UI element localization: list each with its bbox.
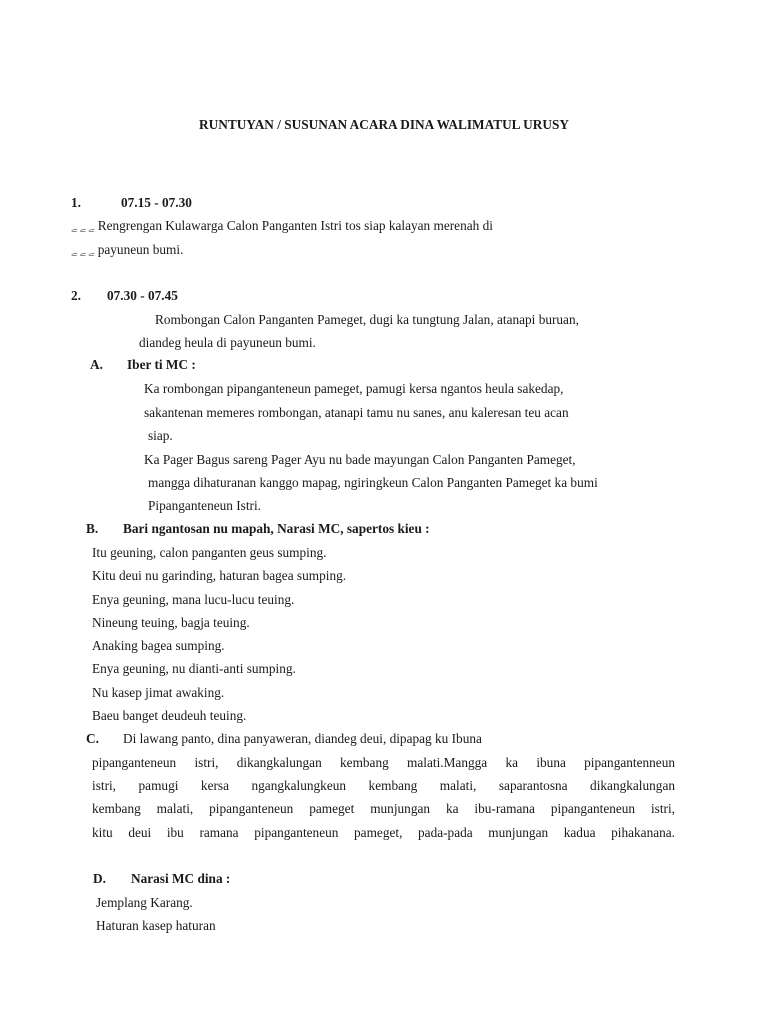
item-a-heading: Iber ti MC :	[127, 357, 196, 372]
item-b-line: Enya geuning, mana lucu-lucu teuing.	[92, 592, 295, 607]
section-1-text-2: payuneun bumi.	[97, 242, 184, 257]
item-b-line: Nineung teuing, bagja teuing.	[92, 615, 250, 630]
item-b-line: Enya geuning, nu dianti-anti sumping.	[92, 661, 296, 676]
item-c-line: kembang malati, pipanganteneun pameget munjungan ka ibu-ramana pipanganteneun istri,	[92, 801, 675, 816]
item-c-letter: C.	[86, 731, 99, 746]
item-b-heading: Bari ngantosan nu mapah, Narasi MC, sapertos kieu :	[123, 521, 430, 536]
bullet-glyph: ﮯ ﮯ ﮯ	[71, 222, 95, 232]
item-d-heading: Narasi MC dina :	[131, 871, 231, 886]
section-2-intro-line-1: Rombongan Calon Panganten Pameget, dugi ka tungtung Jalan, atanapi buruan,	[155, 312, 579, 327]
item-d-line: Jemplang Karang.	[96, 895, 193, 910]
item-b-line: Kitu deui nu garinding, haturan bagea sumping.	[92, 568, 347, 583]
section-2-number: 2.	[71, 288, 81, 303]
item-b-line: Baeu banget deudeuh teuing.	[92, 708, 247, 723]
bullet-glyph: ﮯ ﮯ ﮯ	[71, 246, 95, 256]
item-d-letter: D.	[93, 871, 106, 886]
item-c-line: kitu deui ibu ramana pipanganteneun pameget, pada-pada munjungan kadua pihakanana.	[92, 825, 675, 840]
item-a-letter: A.	[90, 357, 103, 372]
item-a-line: Pipanganteneun Istri.	[148, 498, 261, 513]
item-a-line: Ka rombongan pipanganteneun pameget, pamugi kersa ngantos heula sakedap,	[144, 381, 564, 396]
section-1-line-2	[71, 242, 183, 259]
item-c-first-line: Di lawang panto, dina panyaweran, diandeg deui, dipapag ku Ibuna	[123, 731, 482, 746]
item-b-line: Anaking bagea sumping.	[92, 638, 225, 653]
item-c-line: istri, pamugi kersa ngangkalungkeun kembang malati, saparantosna dikangkalungan	[92, 778, 675, 793]
item-d-line: Haturan kasep haturan	[96, 918, 216, 933]
item-b-line: Itu geuning, calon panganten geus sumping.	[92, 545, 327, 560]
item-a-line: mangga dihaturanan kanggo mapag, ngiringkeun Calon Panganten Pameget ka bumi	[148, 475, 598, 490]
item-b-line: Nu kasep jimat awaking.	[92, 685, 225, 700]
section-1-number: 1.	[71, 195, 81, 210]
section-1-line-1	[71, 218, 493, 235]
section-1-time: 07.15 - 07.30	[121, 195, 192, 210]
item-c-line: pipanganteneun istri, dikangkalungan kembang malati.Mangga ka ibuna pipangantenneun	[92, 755, 675, 770]
section-2-intro-line-2: diandeg heula di payuneun bumi.	[139, 335, 316, 350]
section-2-time: 07.30 - 07.45	[107, 288, 178, 303]
item-a-line: Ka Pager Bagus sareng Pager Ayu nu bade mayungan Calon Panganten Pameget,	[144, 452, 576, 467]
section-1-text-1: Rengrengan Kulawarga Calon Panganten Istri tos siap kalayan merenah di	[97, 218, 493, 233]
item-b-letter: B.	[86, 521, 99, 536]
item-a-line: sakantenan memeres rombongan, atanapi tamu nu sanes, anu kaleresan teu acan	[144, 405, 569, 420]
document-title: RUNTUYAN / SUSUNAN ACARA DINA WALIMATUL URUSY	[199, 117, 569, 132]
item-a-line: siap.	[148, 428, 173, 443]
